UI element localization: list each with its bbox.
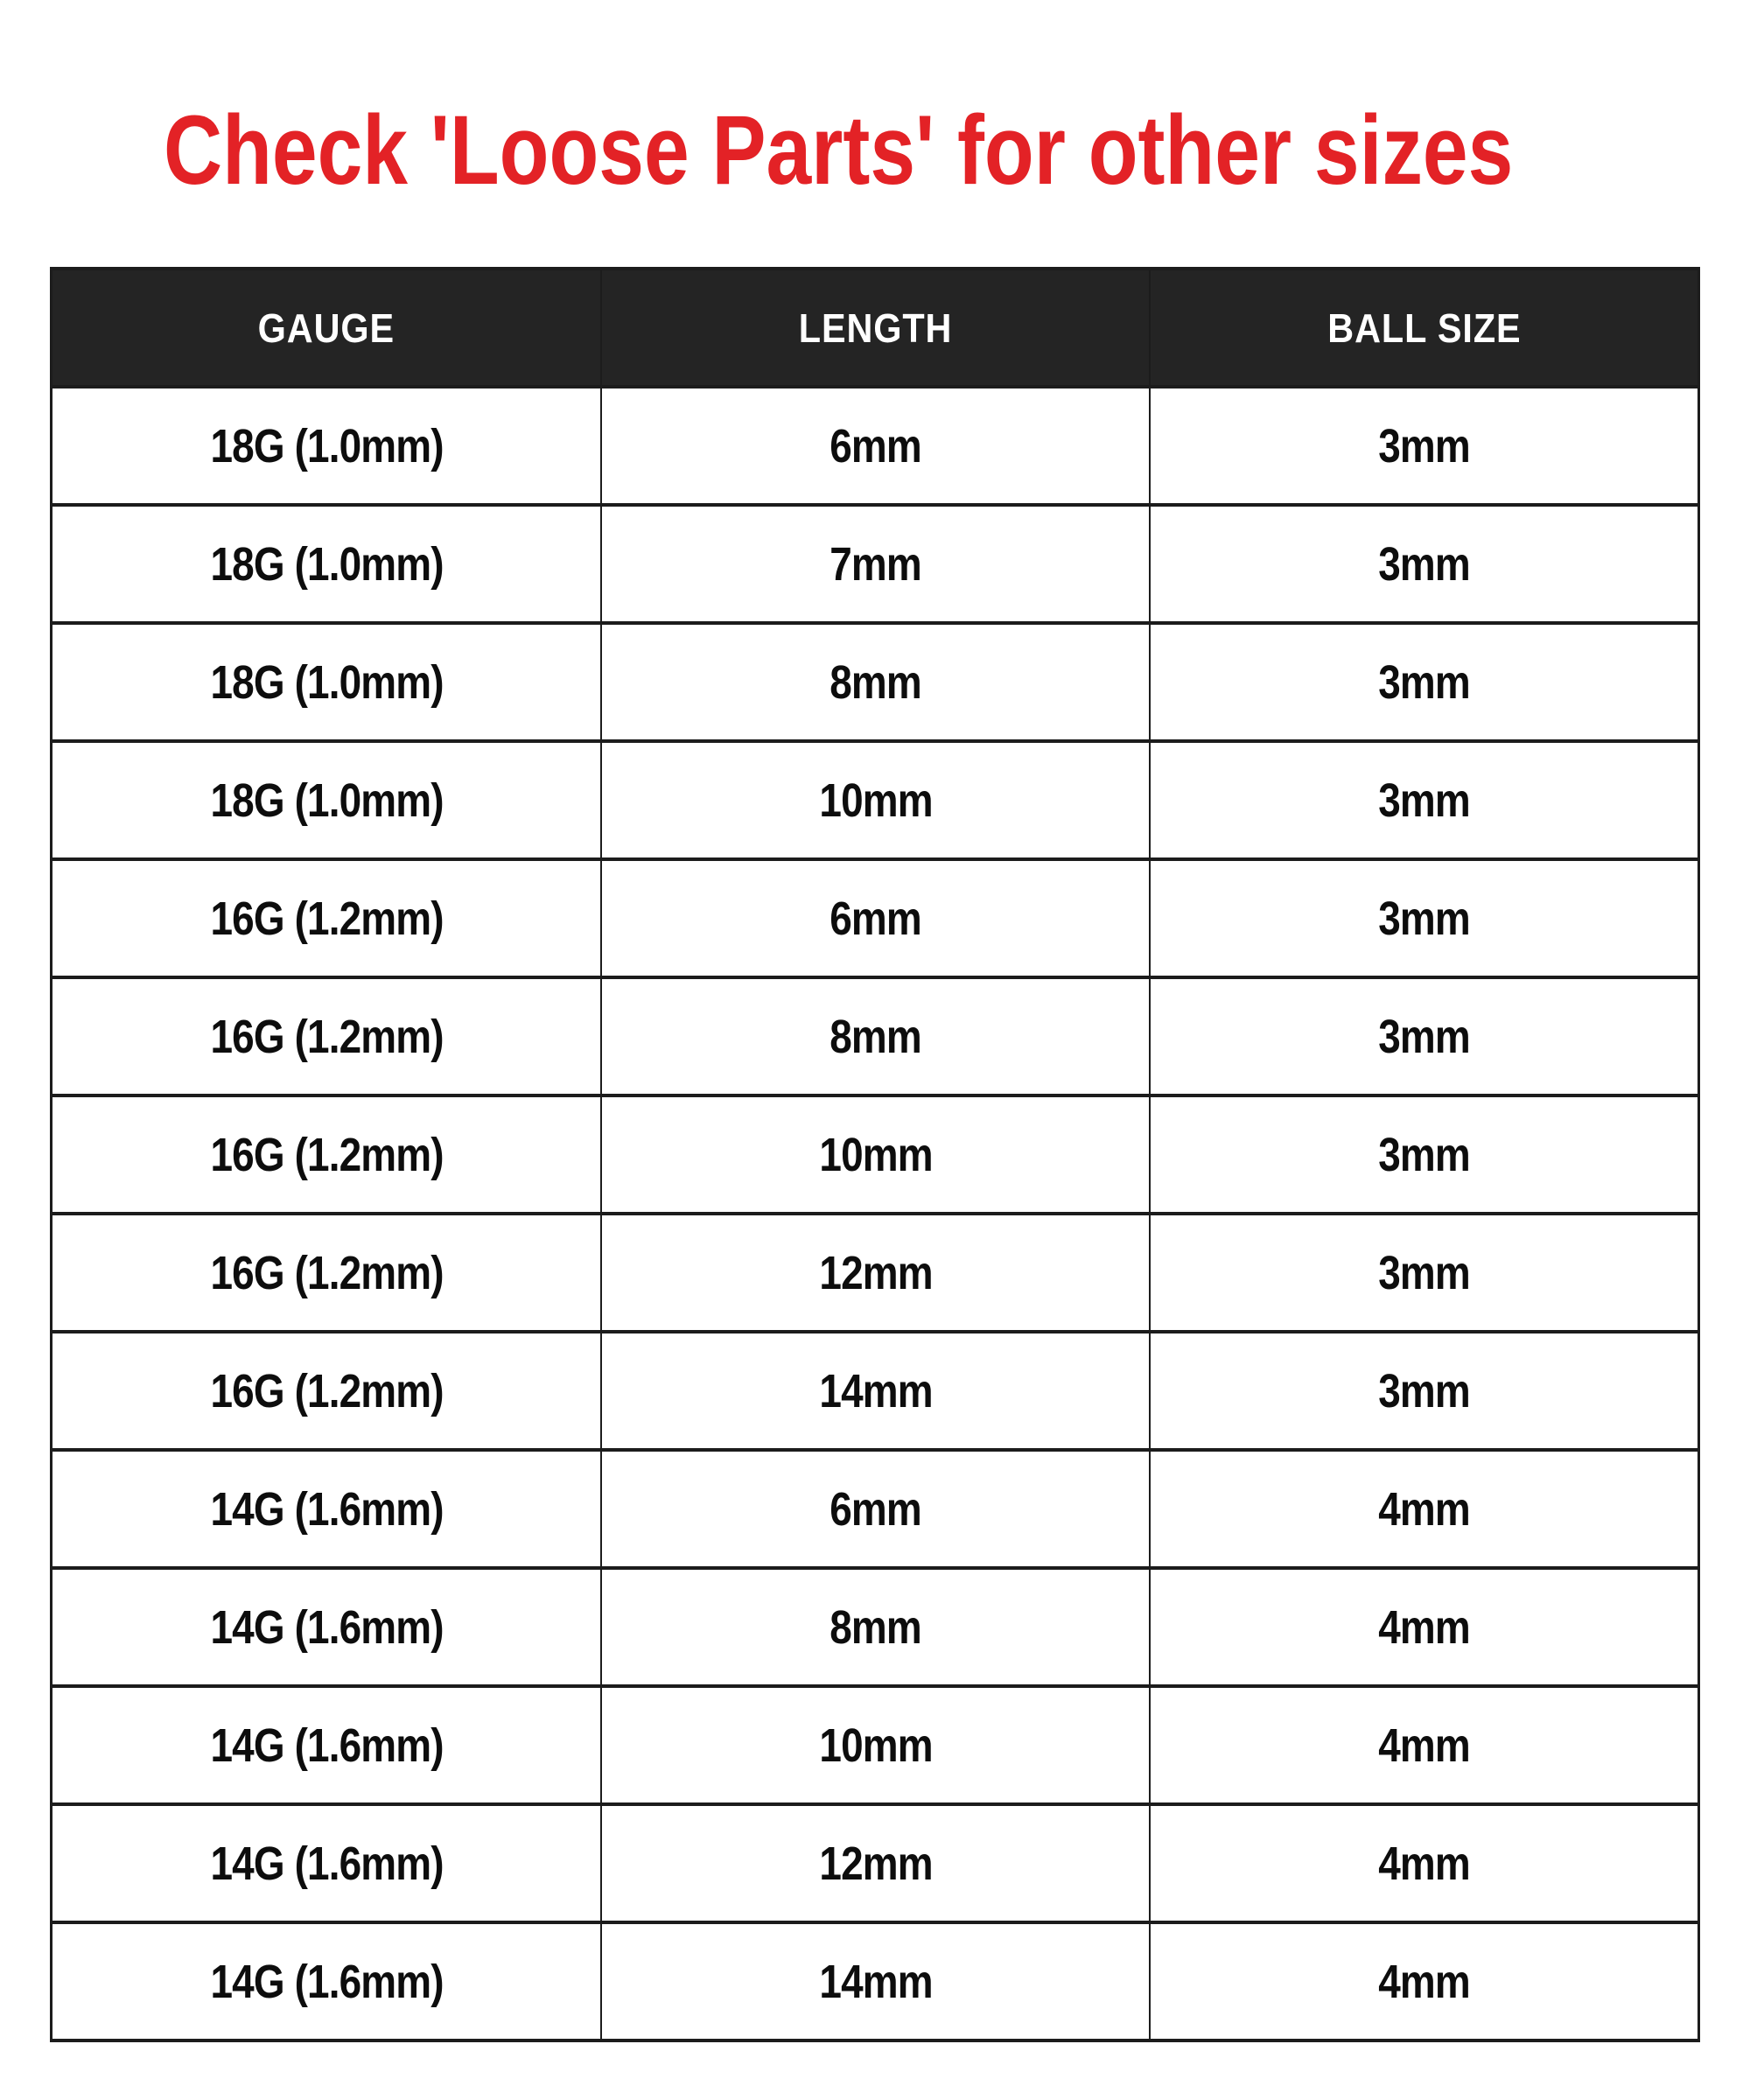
ball-size-cell (1150, 1450, 1698, 1568)
ball-size-value: 3mm (1378, 419, 1471, 472)
ball-size-value: 4mm (1378, 1837, 1471, 1890)
length-cell (601, 387, 1150, 505)
table-row (52, 859, 1699, 977)
ball-size-value: 4mm (1378, 1718, 1471, 1772)
gauge-cell (52, 623, 602, 741)
gauge-cell (52, 1450, 602, 1568)
gauge-value: 14G (1.6mm) (210, 1837, 444, 1890)
length-value: 14mm (819, 1955, 933, 2008)
length-value: 10mm (819, 1718, 933, 1772)
length-cell (601, 1686, 1150, 1804)
size-chart-table (50, 267, 1700, 2042)
length-cell (601, 1096, 1150, 1214)
length-value: 10mm (819, 774, 933, 827)
ball-size-cell (1150, 1686, 1698, 1804)
length-value: 6mm (830, 419, 922, 472)
ball-size-cell (1150, 1096, 1698, 1214)
gauge-cell (52, 387, 602, 505)
ball-size-value: 3mm (1378, 655, 1471, 709)
length-value: 7mm (830, 537, 922, 591)
table-header-row (52, 269, 1699, 387)
ball-size-cell (1150, 1568, 1698, 1686)
ball-size-cell (1150, 1332, 1698, 1450)
length-value: 8mm (830, 655, 922, 709)
length-cell (601, 623, 1150, 741)
gauge-value: 14G (1.6mm) (210, 1600, 444, 1654)
column-header-ball-size-label: BALL SIZE (1327, 304, 1522, 351)
length-value: 12mm (819, 1837, 933, 1890)
length-cell (601, 1568, 1150, 1686)
gauge-value: 18G (1.0mm) (210, 537, 444, 591)
table-row (52, 1332, 1699, 1450)
length-value: 14mm (819, 1364, 933, 1418)
ball-size-value: 4mm (1378, 1955, 1471, 2008)
page-title (0, 95, 1713, 205)
length-cell (601, 1332, 1150, 1450)
ball-size-value: 3mm (1378, 537, 1471, 591)
length-value: 6mm (830, 892, 922, 945)
page-title-text: Check 'Loose Parts' for other sizes (163, 95, 1514, 205)
ball-size-value: 3mm (1378, 1128, 1471, 1181)
table-row (52, 1568, 1699, 1686)
table-row (52, 1804, 1699, 1922)
table-row (52, 1096, 1699, 1214)
length-value: 6mm (830, 1482, 922, 1536)
length-value: 10mm (819, 1128, 933, 1181)
column-header-gauge-label: GAUGE (258, 304, 396, 351)
length-cell (601, 505, 1150, 623)
gauge-cell (52, 1568, 602, 1686)
gauge-cell (52, 1332, 602, 1450)
length-cell (601, 741, 1150, 859)
table-row (52, 1686, 1699, 1804)
column-header-gauge (52, 269, 602, 387)
gauge-cell (52, 1096, 602, 1214)
table-row (52, 741, 1699, 859)
ball-size-cell (1150, 387, 1698, 505)
length-cell (601, 1214, 1150, 1332)
gauge-cell (52, 1804, 602, 1922)
length-value: 8mm (830, 1600, 922, 1654)
ball-size-cell (1150, 623, 1698, 741)
gauge-value: 14G (1.6mm) (210, 1482, 444, 1536)
gauge-value: 16G (1.2mm) (210, 1364, 444, 1418)
ball-size-cell (1150, 1214, 1698, 1332)
column-header-ball-size (1150, 269, 1698, 387)
length-cell (601, 1804, 1150, 1922)
gauge-cell (52, 1686, 602, 1804)
table-row (52, 387, 1699, 505)
ball-size-value: 4mm (1378, 1482, 1471, 1536)
table-row (52, 977, 1699, 1096)
ball-size-value: 3mm (1378, 774, 1471, 827)
gauge-cell (52, 859, 602, 977)
ball-size-cell (1150, 859, 1698, 977)
gauge-cell (52, 977, 602, 1096)
column-header-length (601, 269, 1150, 387)
gauge-value: 16G (1.2mm) (210, 1128, 444, 1181)
gauge-value: 14G (1.6mm) (210, 1955, 444, 2008)
ball-size-value: 3mm (1378, 892, 1471, 945)
ball-size-cell (1150, 505, 1698, 623)
gauge-value: 18G (1.0mm) (210, 774, 444, 827)
gauge-cell (52, 505, 602, 623)
gauge-value: 18G (1.0mm) (210, 419, 444, 472)
ball-size-value: 3mm (1378, 1246, 1471, 1299)
ball-size-cell (1150, 1804, 1698, 1922)
length-value: 8mm (830, 1010, 922, 1063)
ball-size-cell (1150, 1922, 1698, 2040)
length-cell (601, 1922, 1150, 2040)
ball-size-value: 3mm (1378, 1364, 1471, 1418)
length-cell (601, 977, 1150, 1096)
ball-size-cell (1150, 977, 1698, 1096)
table-row (52, 505, 1699, 623)
length-cell (601, 859, 1150, 977)
column-header-length-label: LENGTH (799, 304, 953, 351)
ball-size-value: 4mm (1378, 1600, 1471, 1654)
gauge-value: 16G (1.2mm) (210, 1010, 444, 1063)
gauge-value: 16G (1.2mm) (210, 892, 444, 945)
gauge-cell (52, 1214, 602, 1332)
length-value: 12mm (819, 1246, 933, 1299)
gauge-value: 16G (1.2mm) (210, 1246, 444, 1299)
table-body (52, 387, 1699, 2040)
ball-size-cell (1150, 741, 1698, 859)
table-row (52, 623, 1699, 741)
gauge-value: 18G (1.0mm) (210, 655, 444, 709)
ball-size-value: 3mm (1378, 1010, 1471, 1063)
gauge-value: 14G (1.6mm) (210, 1718, 444, 1772)
length-cell (601, 1450, 1150, 1568)
table-row (52, 1214, 1699, 1332)
gauge-cell (52, 1922, 602, 2040)
table-row (52, 1922, 1699, 2040)
table-row (52, 1450, 1699, 1568)
gauge-cell (52, 741, 602, 859)
